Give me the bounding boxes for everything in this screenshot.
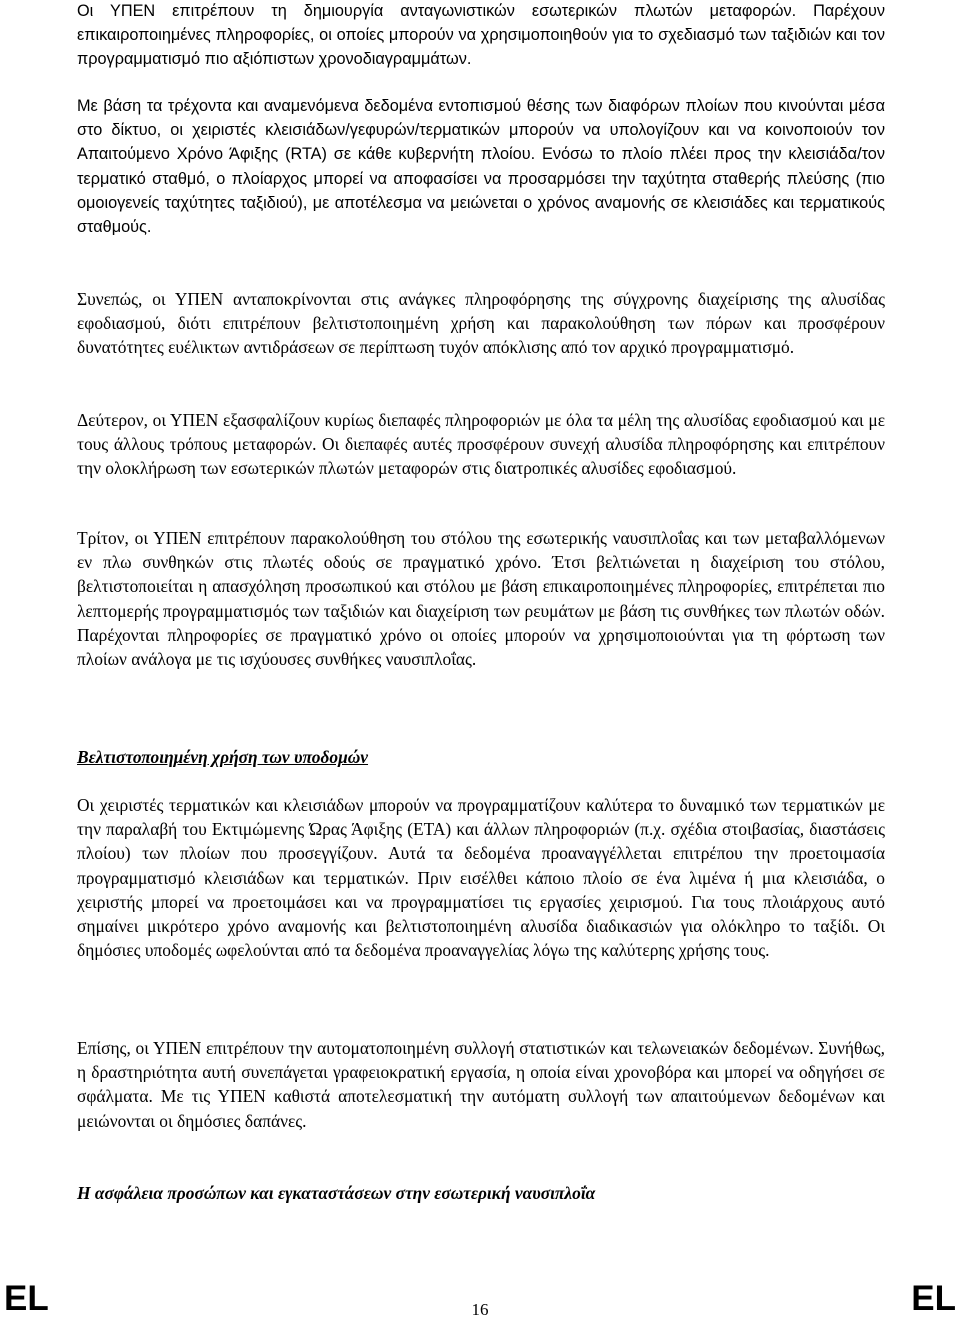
section-heading-safety: Η ασφάλεια προσώπων και εγκαταστάσεων στην εσωτερική ναυσιπλοΐα (77, 1183, 596, 1203)
paragraph-ypen-competitive-transport: Οι ΥΠΕΝ επιτρέπουν τη δημιουργία ανταγωνιστικών εσωτερικών πλωτών μεταφορών. Παρέχουν επικαιροποιημένες πληροφορίες, οι οποίες μπορούν να χρησιμοποιηθούν για το σχεδιασμό των ταξιδιών και τον προγραμματισμό πιο αξιόπιστων χρονοδιαγραμμάτων. (77, 2, 885, 69)
paragraph-information-interfaces: Δεύτερον, οι ΥΠΕΝ εξασφαλίζουν κυρίως διεπαφές πληροφοριών με όλα τα μέλη της αλυσίδας εφοδιασμού και με τους άλλους τρόπους μεταφορών. Οι διεπαφές αυτές προσφέρουν συνεχή αλυσίδα πληροφόρησης και επιτρέπουν την ολοκλήρωση των εσωτερικών πλωτών μεταφορών στις διατροπικές αλυσίδες εφοδιασμού. (77, 410, 885, 479)
paragraph-statistics-customs: Επίσης, οι ΥΠΕΝ επιτρέπουν την αυτοματοποιημένη συλλογή στατιστικών και τελωνειακών δεδομένων. Συνήθως, η δραστηριότητα αυτή συνεπάγεται γραφειοκρατική εργασία, η οποία είναι χρονοβόρα και μπορεί να οδηγήσει σε σφάλματα. Με τις ΥΠΕΝ καθιστά αποτελεσματική την αυτόματη συλλογή των απαιτούμενων δεδομένων και μειώνονται οι δημόσιες δαπάνες. (77, 1038, 885, 1131)
paragraph-fleet-monitoring: Τρίτον, οι ΥΠΕΝ επιτρέπουν παρακολούθηση του στόλου της εσωτερικής ναυσιπλοΐας και των μεταβαλλόμενων εν πλω συνθηκών στις πλωτές οδούς σε πραγματικό χρόνο. Έτσι βελτιώνεται η διαχείριση του στόλου, βελτιστοποιείται η απασχόληση προσωπικού και στόλου με βάση επικαιροποιημένες πληροφορίες, επιτρέπεται πιο λεπτομερής προγραμματισμός των ταξιδιών και διαχείριση των ρευμάτων με βάση τις συνθήκες των πλωτών οδών. Παρέχονται πληροφορίες σε πραγματικό χρόνο οι οποίες μπορούν να χρησιμοποιούνται για τη φόρτωση των πλοίων ανάλογα με τις ισχύουσες συνθήκες ναυσιπλοΐας. (77, 528, 885, 670)
paragraph-supply-chain-needs: Συνεπώς, οι ΥΠΕΝ ανταποκρίνονται στις ανάγκες πληροφόρησης της σύγχρονης διαχείρισης της αλυσίδας εφοδιασμού, διότι επιτρέπουν βελτιστοποιημένη χρήση και παρακολούθηση των πόρων και προσφέρουν δυνατότητες ευέλικτων αντιδράσεων σε περίπτωση τυχόν απόκλισης από τον αρχικό προγραμματισμό. (77, 289, 885, 358)
page-number: 16 (471, 1300, 489, 1319)
paragraph-rta-calculation: Με βάση τα τρέχοντα και αναμενόμενα δεδομένα εντοπισμού θέσης των διαφόρων πλοίων που κινούνται μέσα στο δίκτυο, οι χειριστές κλεισιάδων/γεφυρών/τερματικών μπορούν να υπολογίζουν και να κοινοποιούν τον Απαιτούμενο Χρόνο Άφιξης (RTA) σε κάθε κυβερνήτη πλοίου. Ενόσω το πλοίο πλέει προς την κλεισιάδα/τον τερματικό σταθμό, ο πλοίαρχος μπορεί να αποφασίσει να προσαρμόσει την ταχύτητα σταθερής πλεύσης (πιο ομοιογενείς ταχύτητες ταξιδιού), με αποτέλεσμα να μειώνεται ο χρόνος αναμονής σε κλεισιάδες και τερματικούς σταθμούς. (77, 97, 885, 237)
footer-language-left: EL (4, 1279, 49, 1318)
section-heading-infrastructure: Βελτιστοποιημένη χρήση των υποδομών (77, 747, 369, 767)
paragraph-terminal-operators: Οι χειριστές τερματικών και κλεισιάδων μπορούν να προγραμματίζουν καλύτερα το δυναμικό των τερματικών με την παραλαβή του Εκτιμώμενης Ώρας Άφιξης (ΕΤΑ) και άλλων πληροφοριών (π.χ. σχέδια στοιβασίας, διαστάσεις πλοίου) των πλοίων που προσεγγίζουν. Αυτά τα δεδομένα προαναγγέλλεται επιτρέπου την προετοιμασία προγραμματισμό κλεισιάδων και τερματικών. Πριν εισέλθει κάποιο πλοίο σε ένα λιμένα ή μια κλεισιάδα, ο χειριστής μπορεί να προετοιμάσει και να προγραμματίσει τις εργασίες χειρισμού. Για τους πλοιάρχους αυτό σημαίνει μικρότερο χρόνο αναμονής και βελτιστοποιημένη αλυσίδα διαδικασιών για ολόκληρο το ταξίδι. Οι δημόσιες υποδομές ωφελούνται από τα δεδομένα προαναγγελίας λόγω της καλύτερης χρήσης τους. (77, 795, 885, 961)
footer-language-right: EL (911, 1279, 956, 1318)
